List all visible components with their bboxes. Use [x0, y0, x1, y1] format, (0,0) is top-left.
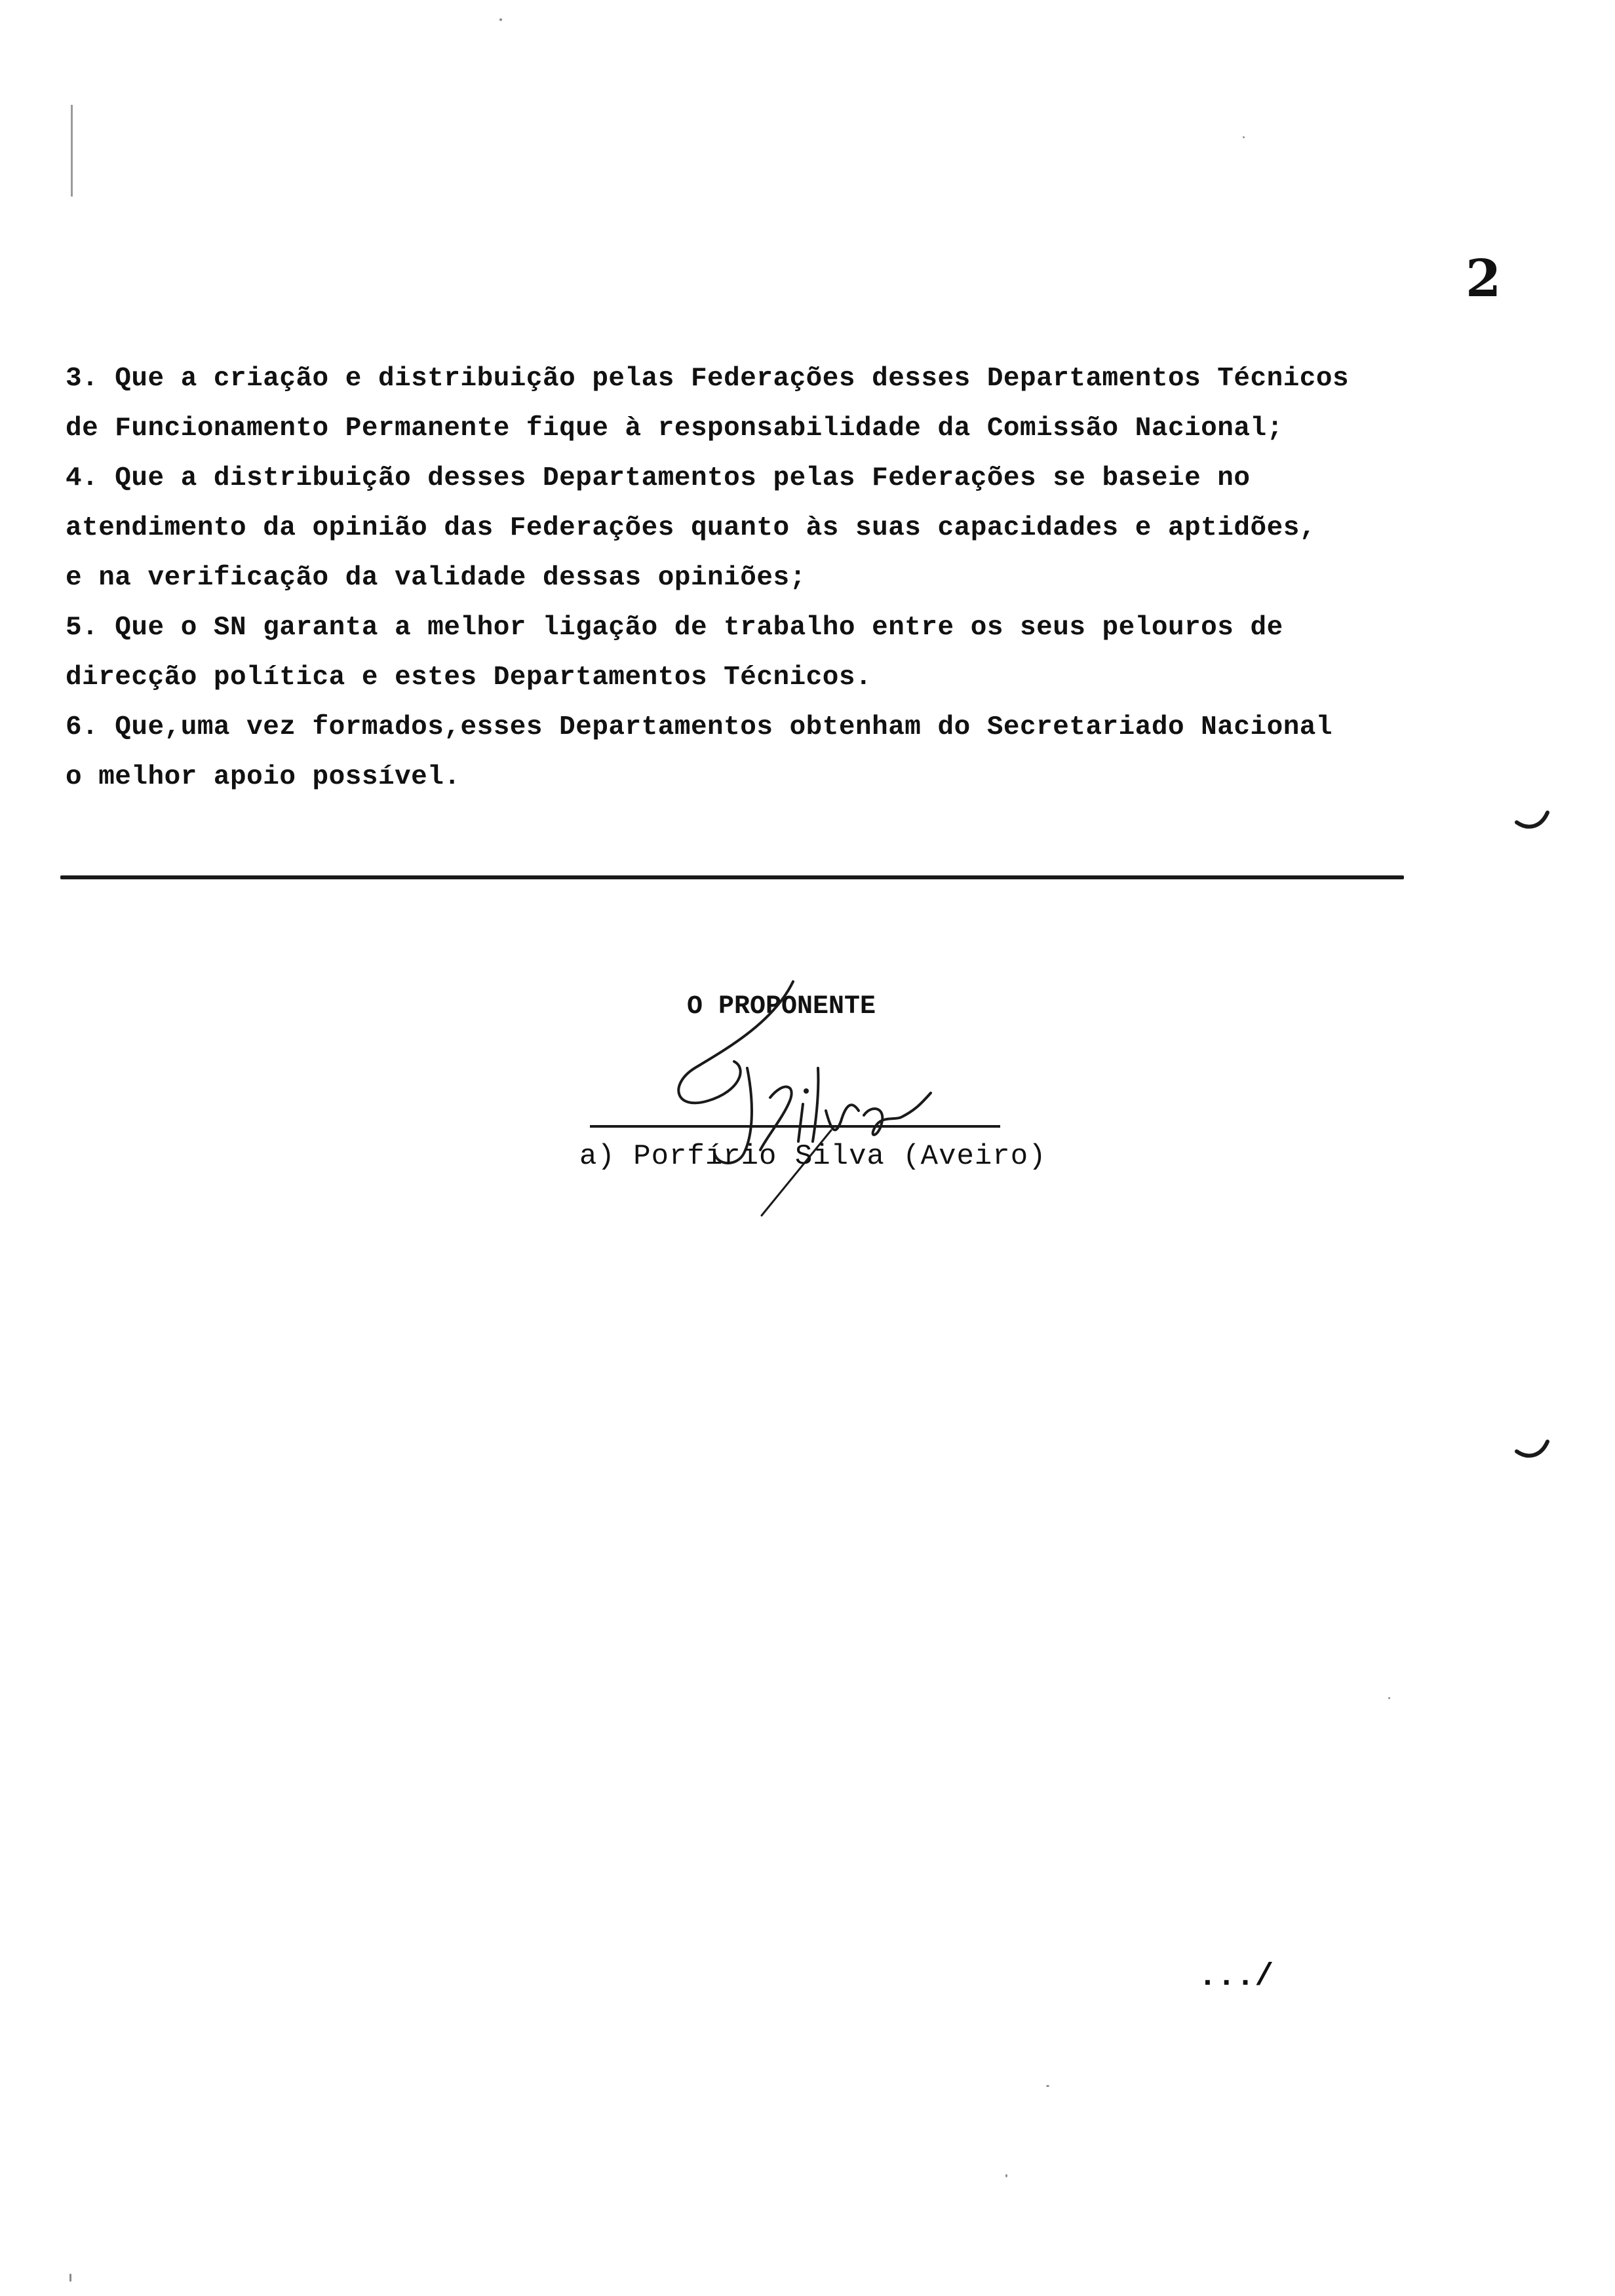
clause-line: direcção política e estes Departamentos Técnicos. [66, 662, 872, 693]
continuation-slash: / [1255, 1959, 1274, 1995]
binder-mark-icon [1511, 1432, 1551, 1464]
clause-line: atendimento da opinião das Federações quanto às suas capacidades e aptidões, [66, 513, 1316, 543]
scan-speck [499, 18, 502, 21]
clause-line: 4. Que a distribuição desses Departamentos pelas Federações se baseie no [66, 463, 1251, 493]
scan-speck [1005, 2174, 1007, 2177]
proposal-clauses [66, 354, 1475, 802]
handwritten-signature [655, 970, 983, 1219]
clause-line: e na verificação da validade dessas opiniões; [66, 563, 806, 593]
clause-line: o melhor apoio possível. [66, 762, 461, 792]
scan-speck [1243, 136, 1245, 138]
page-number: 2 [1466, 249, 1502, 309]
proponent-title: O PROPONENTE [687, 992, 876, 1022]
section-divider [60, 875, 1404, 879]
signer-name: a) Porfírio Silva (Aveiro) [579, 1140, 1047, 1173]
scan-speck [1046, 2085, 1049, 2087]
scan-speck [1388, 1697, 1390, 1699]
clause-line: de Funcionamento Permanente fique à responsabilidade da Comissão Nacional; [66, 413, 1283, 444]
clause-line: 5. Que o SN garanta a melhor ligação de trabalho entre os seus pelouros de [66, 613, 1283, 643]
continuation-dots: ... [1198, 1959, 1255, 1995]
continuation-mark [1198, 1959, 1274, 1995]
binder-mark-icon [1511, 803, 1551, 835]
clause-line: 3. Que a criação e distribuição pelas Federações desses Departamentos Técnicos [66, 364, 1350, 394]
scan-speck [69, 2274, 71, 2282]
signature-line [590, 1125, 1000, 1128]
clause-line: 6. Que,uma vez formados,esses Departamentos obtenham do Secretariado Nacional [66, 712, 1333, 742]
margin-line [71, 105, 73, 197]
